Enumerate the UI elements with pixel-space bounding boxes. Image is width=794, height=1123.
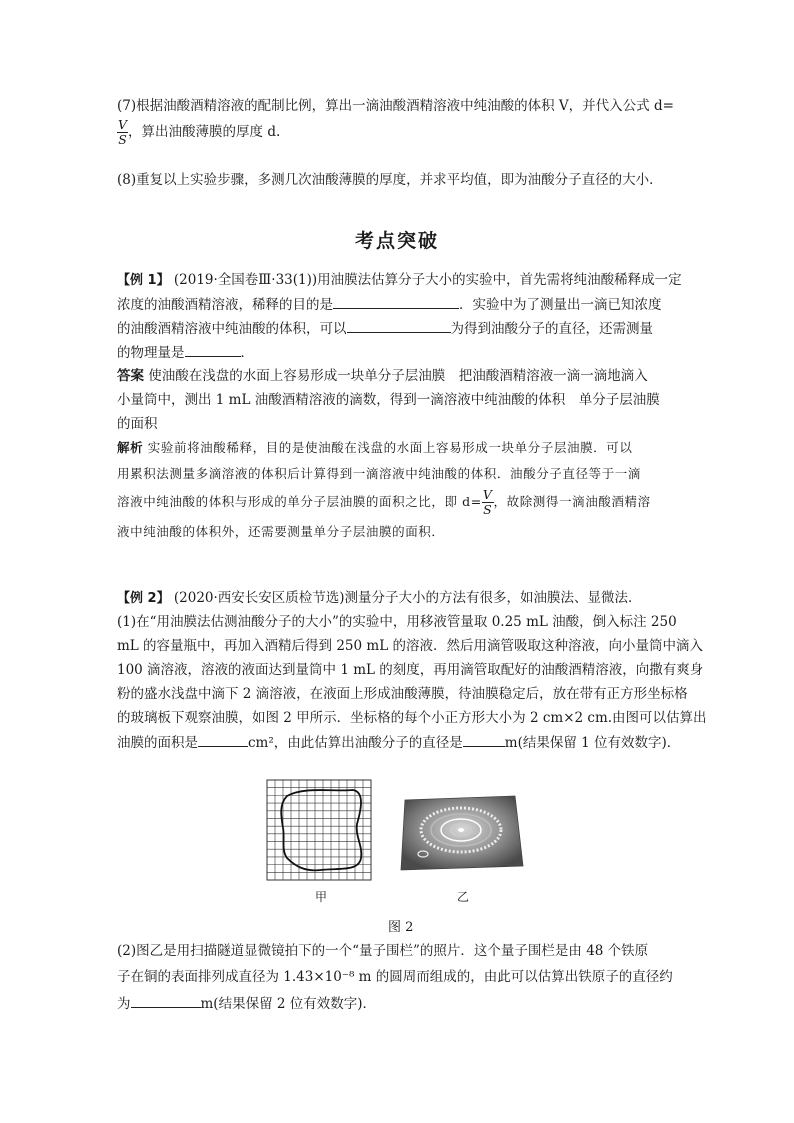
example-2-part1-line-6a: 油膜的面积是 xyxy=(117,735,198,751)
example-2-intro: (2020·西安长安区质检节选)测量分子大小的方法有很多，如油膜法、显微法． xyxy=(169,590,642,606)
example-2-part1-line-1: (1)在“用油膜法估测油酸分子的大小”的实验中，用移液管量取 0.25 mL 油酸，倒入标注 250 xyxy=(117,614,677,630)
answer-line-1: 使油酸在浅盘的水面上容易形成一块单分子层油膜 把油酸酒精溶液一滴一滴地滴入 xyxy=(144,368,648,384)
answer-blank-diameter[interactable] xyxy=(463,730,505,747)
example-2-part-2 xyxy=(117,939,677,1015)
answer-blank-3[interactable] xyxy=(185,340,241,357)
answer-line-3: 的面积 xyxy=(117,416,158,432)
example-2-part2-line-3b: m(结果保留 2 位有效数字)． xyxy=(200,996,377,1012)
fraction-numerator: V xyxy=(118,117,128,132)
figure-label-jia: 甲 xyxy=(315,890,328,904)
formula-fraction xyxy=(117,118,128,147)
example-1-line-3a: 的油酸酒精溶液中纯油酸的体积，可以 xyxy=(117,321,347,337)
analysis-fraction-denominator: S xyxy=(483,502,493,517)
example-2-part1-line-6b: cm²，由此估算出油酸分子的直径是 xyxy=(248,735,463,751)
example-2-part1-line-4: 粉的盛水浅盘中滴下 2 滴溶液，在液面上形成油酸薄膜，待油膜稳定后，放在带有正方形坐标格 xyxy=(117,686,688,702)
step-7-line-1: (7)根据油酸酒精溶液的配制比例，算出一滴油酸酒精溶液中纯油酸的体积 V，并代入公式 d= xyxy=(117,98,674,114)
example-1-line-4b: ． xyxy=(240,345,254,361)
step-8-paragraph xyxy=(117,168,677,192)
example-2-part1-line-2: mL 的容量瓶中，再加入酒精后得到 250 mL 的溶液．然后用滴管吸取这种溶液，向小量筒中滴入 xyxy=(117,638,703,654)
figure-caption: 图 2 xyxy=(388,920,414,935)
example-2-label: 【例 2】 xyxy=(117,591,170,606)
answer-blank-2[interactable] xyxy=(347,316,451,333)
fraction-denominator: S xyxy=(118,132,127,147)
analysis-line-3b: ，故除测得一滴油酸酒精溶 xyxy=(493,494,651,509)
example-1-line-2a: 浓度的油酸酒精溶液，稀释的目的是 xyxy=(117,297,333,313)
example-2-part1-line-3: 100 滴溶液，溶液的液面达到量筒中 1 mL 的刻度，再用滴管取配好的油酸酒精溶液，向撒有爽身 xyxy=(117,662,704,678)
answer-line-2: 小量筒中，测出 1 mL 油酸酒精溶液的滴数，得到一滴溶液中纯油酸的体积 单分子层油膜 xyxy=(117,392,660,408)
step-8-text: (8)重复以上实验步骤，多测几次油酸薄膜的厚度，并求平均值，即为油酸分子直径的大小． xyxy=(117,172,663,188)
section-title: 考点突破 xyxy=(354,230,439,252)
example-2 xyxy=(117,586,707,754)
analysis-line-4: 液中纯油酸的体积外，还需要测量单分子层油膜的面积． xyxy=(117,524,445,539)
figure-2-graphic xyxy=(265,778,535,928)
analysis-label: 解析 xyxy=(117,440,144,455)
figure-2 xyxy=(265,778,535,935)
example-2-part2-line-2: 子在铜的表面排列成直径为 1.43×10⁻⁸ m 的圆周而组成的，由此可以估算出铁原子的直径约 xyxy=(117,969,673,985)
analysis-line-1: 实验前将油酸稀释，目的是使油酸在浅盘的水面上容易形成一块单分子层油膜．可以 xyxy=(143,440,633,455)
answer-blank-area[interactable] xyxy=(198,730,248,747)
analysis-fraction-numerator: V xyxy=(482,487,493,502)
example-2-part2-line-3a: 为 xyxy=(117,996,131,1012)
example-2-part2-line-1: (2)图乙是用扫描隧道显微镜拍下的一个“量子围栏”的照片．这个量子围栏是由 48 个铁原 xyxy=(117,943,649,959)
quantum-corral-image xyxy=(401,796,523,870)
analysis-line-3a: 溶液中纯油酸的体积与形成的单分子层油膜的面积之比，即 d= xyxy=(117,494,482,509)
answer-label: 答案 xyxy=(117,368,144,384)
example-1-line-3b: 为得到油酸分子的直径，还需测量 xyxy=(450,321,653,337)
figure-label-yi: 乙 xyxy=(457,890,470,904)
example-1-label: 【例 1】 xyxy=(117,273,170,288)
example-2-part1-line-6c: m(结果保留 1 位有效数字)． xyxy=(504,735,681,751)
analysis-fraction xyxy=(482,488,494,517)
step-7-line-2: ，算出油酸薄膜的厚度 d. xyxy=(128,124,281,140)
example-2-part1-line-5: 的玻璃板下观察油膜，如图 2 甲所示．坐标格的每个小正方形大小为 2 cm×2 cm.由图可以估算出 xyxy=(117,710,707,726)
analysis-block xyxy=(117,436,677,546)
example-1 xyxy=(117,268,682,546)
analysis-line-2: 用累积法测量多滴溶液的体积后计算得到一滴溶液中纯油酸的体积．油酸分子直径等于一滴 xyxy=(117,466,642,481)
answer-blank-1[interactable] xyxy=(333,292,459,309)
step-7-paragraph xyxy=(117,94,677,148)
example-1-line-4a: 的物理量是 xyxy=(117,345,185,361)
answer-blank-iron-diameter[interactable] xyxy=(131,991,201,1008)
example-1-line-1: (2019·全国卷Ⅲ·33(1))用油膜法估算分子大小的实验中，首先需将纯油酸稀释成一定 xyxy=(169,272,682,288)
example-1-line-2b: ．实验中为了测量出一滴已知浓度 xyxy=(459,297,662,313)
